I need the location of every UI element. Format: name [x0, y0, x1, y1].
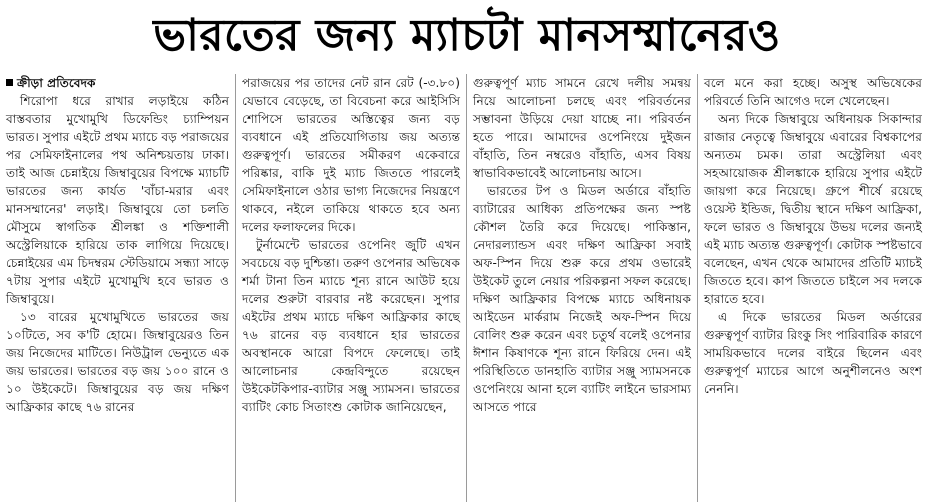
column-1	[4, 74, 235, 502]
byline-text: ক্রীড়া প্রতিবেদক	[17, 76, 96, 90]
paragraph: পরাজয়ের পর তাদের নেট রান রেট (-৩.৮০) যেভাবে বেড়েছে, তা বিবেচনা করে আইসিসি শোপিসে ভারতের অস্তিত্বের জন্য বড় ব্যবধানে এই প্রতিযোগিতায় জয় অত্যন্ত গুরুত্বপূর্ণ। ভারতের সমীকরণ একেবারে পরিষ্কার, বাকি দুই ম্যাচ জিততে পারলেই সেমিফাইনালে ওঠার ভাগ্য নিজেদের নিয়ন্ত্রণে থাকবে, নইলে তাকিয়ে থাকতে হবে অন্য দলের ফলাফলের দিকে।	[242, 76, 460, 234]
paragraph: শিরোপা ধরে রাখার লড়াইয়ে কঠিন বাস্তবতার মুখোমুখি ডিফেন্ডিং চ্যাম্পিয়ন ভারত। সুপার এইটে প্রথম ম্যাচে বড় পরাজয়ের পর সেমিফাইনালের পথ অনিশ্চয়তায় ঢাকা। তাই আজ চেন্নাইয়ে জিম্বাবুয়ের বিপক্ষে ম্যাচটি ভারতের জন্য কার্যত 'বাঁচা-মরার এবং মানসম্মানের' লড়াই। জিম্বাবুয়ে তো চলতি মৌসুমে স্বাগতিক শ্রীলঙ্কা ও শক্তিশালী অস্ট্রেলিয়াকে হারিয়ে তাক লাগিয়ে দিয়েছে। চেন্নাইয়ের এম চিদম্বরম স্টেডিয়ামে সন্ধ্যা সাড়ে ৭টায় সুপার এইটে মুখোমুখি হবে ভারত ও জিম্বাবুয়ে।	[6, 94, 229, 306]
paragraph: ১৩ বারের মুখোমুখিতে ভারতের জয় ১০টিতে, সব ক'টি হোমে। জিম্বাবুয়েরও তিন জয় নিজেদের মাটিতে। নিউট্রাল ভেন্যুতে এক জয় ভারতের। ভারতের বড় জয় ১০০ রানে ও ১০ উইকেটে। জিম্বাবুয়ের বড় জয় দক্ষিণ আফ্রিকার কাছে ৭৬ রানের	[6, 310, 229, 414]
paragraph: টুর্নামেন্টে ভারতের ওপেনিং জুটি এখন সবচেয়ে বড় দুশ্চিন্তা। তরুণ ওপেনার অভিষেক শর্মা টানা তিন ম্যাচে শূন্য রানে আউট হয়ে দলের শুরুটা বারবার নষ্ট করেছেন। সুপার এইটের প্রথম ম্যাচে দক্ষিণ আফ্রিকার কাছে ৭৬ রানের বড় ব্যবধানে হার ভারতের অবস্থানকে আরো বিপদে ফেলেছে। তাই আলোচনার কেন্দ্রবিন্দুতে রয়েছেন উইকেটকিপার-ব্যাটার সঞ্জু স্যামসন। ভারতের ব্যাটিং কোচ সিতাংশু কোটাক জানিয়েছেন,	[242, 238, 460, 414]
column-3	[466, 74, 697, 502]
column-4	[697, 74, 928, 502]
article-body	[4, 74, 930, 502]
paragraph: ভারতের টপ ও মিডল অর্ডারে বাঁহাতি ব্যাটারের আধিক্য প্রতিপক্ষের জন্য স্পষ্ট কৌশল তৈরি করে দিয়েছে। পাকিস্তান, নেদারল্যান্ডস এবং দক্ষিণ আফ্রিকা সবাই অফ-স্পিন দিয়ে শুরু করে প্রথম ওভারেই উইকেট তুলে নেয়ার পরিকল্পনা সফল করেছে। দক্ষিণ আফ্রিকার বিপক্ষে ম্যাচে অধিনায়ক আইডেন মার্করাম নিজেই অফ-স্পিন দিয়ে বোলিং শুরু করেন এবং চতুর্থ বলেই ওপেনার ঈশান কিষাণকে শূন্য রানে ফিরিয়ে দেন। এই পরিস্থিতিতে ডানহাতি ব্যাটার সঞ্জু স্যামসনকে ওপেনিংয়ে আনা হলে ব্যাটিং লাইনে ভারসাম্য আসতে পারে	[473, 184, 691, 414]
paragraph: বলে মনে করা হচ্ছে। অসুস্থ অভিষেকের পরিবর্তে তিনি আগেও দলে খেলেছেন।	[704, 76, 922, 108]
column-2	[235, 74, 466, 502]
paragraph: গুরুত্বপূর্ণ ম্যাচ সামনে রেখে দলীয় সমন্বয় নিয়ে আলোচনা চলছে এবং পরিবর্তনের সম্ভাবনা উড়িয়ে দেয়া যাচ্ছে না। পরিবর্তন হতে পারে। আমাদের ওপেনিংয়ে দুইজন বাঁহাতি, তিন নম্বরেও বাঁহাতি, এসব বিষয় স্বাভাবিকভাবেই আলোচনায় আসে।	[473, 76, 691, 180]
headline: ভারতের জন্য ম্যাচটা মানসম্মানেরও	[153, 10, 781, 61]
paragraph: অন্য দিকে জিম্বাবুয়ে অধিনায়ক সিকান্দার রাজার নেতৃত্বে জিম্বাবুয়ে এবারের বিশ্বকাপের অন্যতম চমক। তারা অস্ট্রেলিয়া এবং সহআয়োজক শ্রীলঙ্কাকে হারিয়ে সুপার এইটে জায়গা করে নিয়েছে। গ্রুপে শীর্ষে রয়েছে ওয়েস্ট ইন্ডিজ, দ্বিতীয় স্থানে দক্ষিণ আফ্রিকা, ফলে ভারত ও জিম্বাবুয়ে উভয় দলের জন্যই এই ম্যাচ অত্যন্ত গুরুত্বপূর্ণ। কোটাক স্পষ্টভাবে বলেছেন, এখন থেকে আমাদের প্রতিটি ম্যাচই জিততে হবে। কাপ জিততে চাইলে সব দলকে হারাতে হবে।	[704, 112, 922, 306]
byline	[6, 74, 229, 92]
square-bullet-icon	[6, 79, 13, 86]
paragraph: এ দিকে ভারতের মিডল অর্ডারের গুরুত্বপূর্ণ ব্যাটার রিংকু সিং পারিবারিক কারণে সাময়িকভাবে দলের বাইরে ছিলেন এবং গুরুত্বপূর্ণ ম্যাচের আগে অনুশীলনেও অংশ নেননি।	[704, 310, 922, 396]
